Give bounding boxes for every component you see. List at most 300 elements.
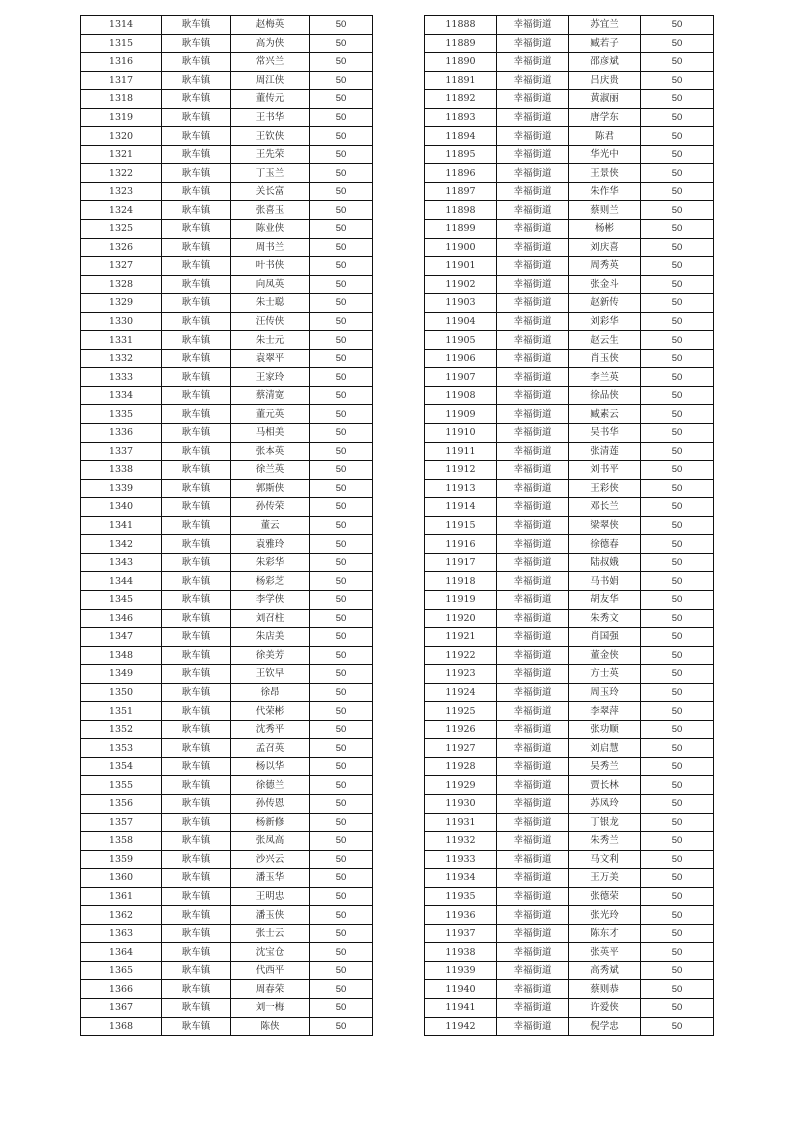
town-cell: 幸福街道 <box>497 998 569 1017</box>
name-cell: 董元英 <box>231 405 310 424</box>
amount-cell: 50 <box>310 71 373 90</box>
amount-cell: 50 <box>310 498 373 517</box>
town-cell: 耿车镇 <box>162 90 231 109</box>
serial-number-cell: 1356 <box>81 794 162 813</box>
town-cell: 幸福街道 <box>497 646 569 665</box>
town-cell: 耿车镇 <box>162 238 231 257</box>
serial-number-cell: 11926 <box>425 720 497 739</box>
name-cell: 张士云 <box>231 924 310 943</box>
serial-number-cell: 11941 <box>425 998 497 1017</box>
amount-cell: 50 <box>310 349 373 368</box>
town-cell: 耿车镇 <box>162 16 231 35</box>
serial-number-cell: 11900 <box>425 238 497 257</box>
table-row <box>81 906 373 925</box>
name-cell: 朱彩华 <box>231 553 310 572</box>
amount-cell: 50 <box>641 386 714 405</box>
town-cell: 耿车镇 <box>162 943 231 962</box>
name-cell: 刘启慧 <box>569 739 641 758</box>
table-row <box>81 980 373 999</box>
town-cell: 幸福街道 <box>497 776 569 795</box>
name-cell: 王书华 <box>231 108 310 127</box>
serial-number-cell: 1333 <box>81 368 162 387</box>
serial-number-cell: 1360 <box>81 869 162 888</box>
amount-cell: 50 <box>641 720 714 739</box>
town-cell: 幸福街道 <box>497 442 569 461</box>
amount-cell: 50 <box>310 479 373 498</box>
name-cell: 贾长林 <box>569 776 641 795</box>
serial-number-cell: 1362 <box>81 906 162 925</box>
table-row <box>425 739 714 758</box>
name-cell: 李兰英 <box>569 368 641 387</box>
table-row <box>81 590 373 609</box>
town-cell: 幸福街道 <box>497 312 569 331</box>
town-cell: 耿车镇 <box>162 739 231 758</box>
town-cell: 幸福街道 <box>497 590 569 609</box>
amount-cell: 50 <box>641 906 714 925</box>
amount-cell: 50 <box>310 275 373 294</box>
serial-number-cell: 1367 <box>81 998 162 1017</box>
name-cell: 王家玲 <box>231 368 310 387</box>
table-row <box>425 553 714 572</box>
serial-number-cell: 11930 <box>425 794 497 813</box>
town-cell: 耿车镇 <box>162 127 231 146</box>
table-row <box>81 702 373 721</box>
serial-number-cell: 11940 <box>425 980 497 999</box>
name-cell: 朱作华 <box>569 182 641 201</box>
table-row <box>81 516 373 535</box>
amount-cell: 50 <box>641 998 714 1017</box>
town-cell: 耿车镇 <box>162 71 231 90</box>
town-cell: 耿车镇 <box>162 609 231 628</box>
amount-cell: 50 <box>641 145 714 164</box>
table-row <box>425 813 714 832</box>
town-cell: 耿车镇 <box>162 572 231 591</box>
name-cell: 代荣彬 <box>231 702 310 721</box>
serial-number-cell: 11914 <box>425 498 497 517</box>
serial-number-cell: 1354 <box>81 757 162 776</box>
name-cell: 马相美 <box>231 424 310 443</box>
serial-number-cell: 11911 <box>425 442 497 461</box>
serial-number-cell: 1358 <box>81 832 162 851</box>
table-row <box>425 424 714 443</box>
table-row <box>81 535 373 554</box>
town-cell: 幸福街道 <box>497 275 569 294</box>
town-cell: 耿车镇 <box>162 961 231 980</box>
town-cell: 耿车镇 <box>162 535 231 554</box>
table-row <box>425 906 714 925</box>
serial-number-cell: 1364 <box>81 943 162 962</box>
amount-cell: 50 <box>641 275 714 294</box>
serial-number-cell: 11928 <box>425 757 497 776</box>
serial-number-cell: 11923 <box>425 665 497 684</box>
serial-number-cell: 11893 <box>425 108 497 127</box>
amount-cell: 50 <box>310 220 373 239</box>
table-row <box>425 349 714 368</box>
serial-number-cell: 11922 <box>425 646 497 665</box>
table-row <box>425 943 714 962</box>
table-row <box>81 961 373 980</box>
name-cell: 王万美 <box>569 869 641 888</box>
name-cell: 马文利 <box>569 850 641 869</box>
town-cell: 幸福街道 <box>497 1017 569 1036</box>
serial-number-cell: 11894 <box>425 127 497 146</box>
amount-cell: 50 <box>310 924 373 943</box>
name-cell: 张喜玉 <box>231 201 310 220</box>
serial-number-cell: 11921 <box>425 628 497 647</box>
table-row <box>425 794 714 813</box>
town-cell: 耿车镇 <box>162 145 231 164</box>
serial-number-cell: 11899 <box>425 220 497 239</box>
amount-cell: 50 <box>641 961 714 980</box>
name-cell: 袁雅玲 <box>231 535 310 554</box>
table-row <box>81 646 373 665</box>
table-row <box>81 832 373 851</box>
table-row <box>425 572 714 591</box>
serial-number-cell: 1341 <box>81 516 162 535</box>
amount-cell: 50 <box>310 312 373 331</box>
amount-cell: 50 <box>310 906 373 925</box>
table-row <box>425 665 714 684</box>
name-cell: 孙传恩 <box>231 794 310 813</box>
town-cell: 耿车镇 <box>162 461 231 480</box>
serial-number-cell: 1338 <box>81 461 162 480</box>
serial-number-cell: 1365 <box>81 961 162 980</box>
amount-cell: 50 <box>310 794 373 813</box>
name-cell: 肖国强 <box>569 628 641 647</box>
name-cell: 刘书平 <box>569 461 641 480</box>
amount-cell: 50 <box>310 368 373 387</box>
amount-cell: 50 <box>310 720 373 739</box>
name-cell: 刘召柱 <box>231 609 310 628</box>
serial-number-cell: 1317 <box>81 71 162 90</box>
table-row <box>425 832 714 851</box>
serial-number-cell: 1331 <box>81 331 162 350</box>
town-cell: 幸福街道 <box>497 665 569 684</box>
table-row <box>81 628 373 647</box>
serial-number-cell: 11907 <box>425 368 497 387</box>
table-row <box>81 479 373 498</box>
serial-number-cell: 11913 <box>425 479 497 498</box>
name-cell: 杨彩芝 <box>231 572 310 591</box>
name-cell: 梁翠侠 <box>569 516 641 535</box>
amount-cell: 50 <box>641 127 714 146</box>
amount-cell: 50 <box>310 572 373 591</box>
serial-number-cell: 11906 <box>425 349 497 368</box>
amount-cell: 50 <box>641 776 714 795</box>
name-cell: 吕庆贵 <box>569 71 641 90</box>
name-cell: 董云 <box>231 516 310 535</box>
table-row <box>425 609 714 628</box>
table-row <box>81 127 373 146</box>
town-cell: 耿车镇 <box>162 850 231 869</box>
amount-cell: 50 <box>641 572 714 591</box>
serial-number-cell: 1353 <box>81 739 162 758</box>
town-cell: 耿车镇 <box>162 702 231 721</box>
name-cell: 苏宜兰 <box>569 16 641 35</box>
serial-number-cell: 1344 <box>81 572 162 591</box>
town-cell: 幸福街道 <box>497 386 569 405</box>
town-cell: 幸福街道 <box>497 757 569 776</box>
serial-number-cell: 1334 <box>81 386 162 405</box>
name-cell: 苏凤玲 <box>569 794 641 813</box>
name-cell: 张光玲 <box>569 906 641 925</box>
amount-cell: 50 <box>310 683 373 702</box>
name-cell: 朱秀文 <box>569 609 641 628</box>
table-row <box>425 201 714 220</box>
name-cell: 刘彩华 <box>569 312 641 331</box>
amount-cell: 50 <box>310 628 373 647</box>
town-cell: 幸福街道 <box>497 924 569 943</box>
name-cell: 陈君 <box>569 127 641 146</box>
serial-number-cell: 11918 <box>425 572 497 591</box>
serial-number-cell: 11915 <box>425 516 497 535</box>
town-cell: 耿车镇 <box>162 53 231 72</box>
town-cell: 幸福街道 <box>497 943 569 962</box>
table-body <box>81 16 373 1036</box>
name-cell: 吴书华 <box>569 424 641 443</box>
serial-number-cell: 1335 <box>81 405 162 424</box>
town-cell: 幸福街道 <box>497 368 569 387</box>
name-cell: 吴秀兰 <box>569 757 641 776</box>
serial-number-cell: 11888 <box>425 16 497 35</box>
amount-cell: 50 <box>641 683 714 702</box>
serial-number-cell: 1340 <box>81 498 162 517</box>
amount-cell: 50 <box>310 182 373 201</box>
town-cell: 耿车镇 <box>162 980 231 999</box>
serial-number-cell: 1361 <box>81 887 162 906</box>
amount-cell: 50 <box>310 869 373 888</box>
name-cell: 关长富 <box>231 182 310 201</box>
table-row <box>425 776 714 795</box>
town-cell: 幸福街道 <box>497 201 569 220</box>
name-cell: 高秀斌 <box>569 961 641 980</box>
town-cell: 耿车镇 <box>162 794 231 813</box>
amount-cell: 50 <box>641 628 714 647</box>
table-row <box>425 71 714 90</box>
name-cell: 叶书侠 <box>231 257 310 276</box>
table-row <box>81 349 373 368</box>
town-cell: 幸福街道 <box>497 702 569 721</box>
amount-cell: 50 <box>310 980 373 999</box>
table-row <box>81 108 373 127</box>
serial-number-cell: 1320 <box>81 127 162 146</box>
table-row <box>81 90 373 109</box>
town-cell: 幸福街道 <box>497 720 569 739</box>
serial-number-cell: 11910 <box>425 424 497 443</box>
serial-number-cell: 1326 <box>81 238 162 257</box>
table-row <box>81 683 373 702</box>
name-cell: 沙兴云 <box>231 850 310 869</box>
serial-number-cell: 11889 <box>425 34 497 53</box>
amount-cell: 50 <box>641 182 714 201</box>
table-row <box>81 887 373 906</box>
town-cell: 耿车镇 <box>162 553 231 572</box>
name-cell: 邵彦斌 <box>569 53 641 72</box>
table-row <box>81 850 373 869</box>
table-row <box>425 998 714 1017</box>
table-row <box>81 238 373 257</box>
town-cell: 耿车镇 <box>162 257 231 276</box>
amount-cell: 50 <box>641 516 714 535</box>
table-row <box>81 720 373 739</box>
roster-table-left <box>80 15 373 1036</box>
amount-cell: 50 <box>641 201 714 220</box>
amount-cell: 50 <box>310 776 373 795</box>
name-cell: 徐品侠 <box>569 386 641 405</box>
name-cell: 孟召英 <box>231 739 310 758</box>
name-cell: 许爱侠 <box>569 998 641 1017</box>
amount-cell: 50 <box>310 850 373 869</box>
amount-cell: 50 <box>641 442 714 461</box>
serial-number-cell: 1318 <box>81 90 162 109</box>
town-cell: 幸福街道 <box>497 516 569 535</box>
name-cell: 丁玉兰 <box>231 164 310 183</box>
amount-cell: 50 <box>641 479 714 498</box>
town-cell: 幸福街道 <box>497 405 569 424</box>
name-cell: 张凤高 <box>231 832 310 851</box>
name-cell: 蔡则兰 <box>569 201 641 220</box>
amount-cell: 50 <box>641 405 714 424</box>
name-cell: 王钦早 <box>231 665 310 684</box>
town-cell: 幸福街道 <box>497 424 569 443</box>
name-cell: 王先荣 <box>231 145 310 164</box>
amount-cell: 50 <box>310 832 373 851</box>
name-cell: 王彩侠 <box>569 479 641 498</box>
serial-number-cell: 1345 <box>81 590 162 609</box>
table-row <box>81 16 373 35</box>
town-cell: 耿车镇 <box>162 1017 231 1036</box>
table-row <box>425 1017 714 1036</box>
town-cell: 耿车镇 <box>162 924 231 943</box>
table-row <box>81 312 373 331</box>
town-cell: 幸福街道 <box>497 628 569 647</box>
name-cell: 杨以华 <box>231 757 310 776</box>
serial-number-cell: 1359 <box>81 850 162 869</box>
serial-number-cell: 1330 <box>81 312 162 331</box>
table-row <box>81 220 373 239</box>
amount-cell: 50 <box>310 813 373 832</box>
name-cell: 沈秀平 <box>231 720 310 739</box>
serial-number-cell: 11924 <box>425 683 497 702</box>
serial-number-cell: 11936 <box>425 906 497 925</box>
town-cell: 耿车镇 <box>162 294 231 313</box>
table-row <box>425 16 714 35</box>
serial-number-cell: 1351 <box>81 702 162 721</box>
name-cell: 陈侠 <box>231 1017 310 1036</box>
amount-cell: 50 <box>310 257 373 276</box>
table-row <box>425 628 714 647</box>
name-cell: 蔡则恭 <box>569 980 641 999</box>
serial-number-cell: 11892 <box>425 90 497 109</box>
name-cell: 常兴兰 <box>231 53 310 72</box>
name-cell: 周春荣 <box>231 980 310 999</box>
amount-cell: 50 <box>310 943 373 962</box>
town-cell: 幸福街道 <box>497 145 569 164</box>
amount-cell: 50 <box>641 924 714 943</box>
serial-number-cell: 11939 <box>425 961 497 980</box>
amount-cell: 50 <box>310 424 373 443</box>
name-cell: 孙传荣 <box>231 498 310 517</box>
town-cell: 幸福街道 <box>497 887 569 906</box>
amount-cell: 50 <box>310 405 373 424</box>
table-body <box>425 16 714 1036</box>
serial-number-cell: 11929 <box>425 776 497 795</box>
table-row <box>81 794 373 813</box>
amount-cell: 50 <box>310 757 373 776</box>
amount-cell: 50 <box>310 646 373 665</box>
name-cell: 胡友华 <box>569 590 641 609</box>
town-cell: 耿车镇 <box>162 646 231 665</box>
serial-number-cell: 11925 <box>425 702 497 721</box>
name-cell: 马书娟 <box>569 572 641 591</box>
town-cell: 耿车镇 <box>162 182 231 201</box>
table-row <box>425 924 714 943</box>
table-row <box>81 943 373 962</box>
name-cell: 张功顺 <box>569 720 641 739</box>
amount-cell: 50 <box>310 535 373 554</box>
name-cell: 丁银龙 <box>569 813 641 832</box>
table-row <box>425 312 714 331</box>
serial-number-cell: 1355 <box>81 776 162 795</box>
town-cell: 幸福街道 <box>497 34 569 53</box>
serial-number-cell: 11891 <box>425 71 497 90</box>
serial-number-cell: 1332 <box>81 349 162 368</box>
table-row <box>81 869 373 888</box>
town-cell: 耿车镇 <box>162 720 231 739</box>
table-row <box>81 757 373 776</box>
serial-number-cell: 11919 <box>425 590 497 609</box>
town-cell: 耿车镇 <box>162 776 231 795</box>
name-cell: 邓长兰 <box>569 498 641 517</box>
town-cell: 幸福街道 <box>497 294 569 313</box>
table-row <box>425 108 714 127</box>
name-cell: 高为侠 <box>231 34 310 53</box>
table-row <box>81 424 373 443</box>
amount-cell: 50 <box>310 294 373 313</box>
town-cell: 耿车镇 <box>162 368 231 387</box>
town-cell: 耿车镇 <box>162 516 231 535</box>
amount-cell: 50 <box>310 108 373 127</box>
serial-number-cell: 1337 <box>81 442 162 461</box>
amount-cell: 50 <box>310 90 373 109</box>
serial-number-cell: 11909 <box>425 405 497 424</box>
amount-cell: 50 <box>641 331 714 350</box>
name-cell: 蔡清宽 <box>231 386 310 405</box>
amount-cell: 50 <box>310 53 373 72</box>
serial-number-cell: 1315 <box>81 34 162 53</box>
name-cell: 张德荣 <box>569 887 641 906</box>
table-row <box>81 275 373 294</box>
serial-number-cell: 1349 <box>81 665 162 684</box>
table-row <box>425 869 714 888</box>
serial-number-cell: 1357 <box>81 813 162 832</box>
amount-cell: 50 <box>310 386 373 405</box>
town-cell: 幸福街道 <box>497 980 569 999</box>
serial-number-cell: 1348 <box>81 646 162 665</box>
name-cell: 赵新传 <box>569 294 641 313</box>
name-cell: 赵云生 <box>569 331 641 350</box>
name-cell: 周江侠 <box>231 71 310 90</box>
table-row <box>81 998 373 1017</box>
name-cell: 李翠萍 <box>569 702 641 721</box>
table-row <box>425 646 714 665</box>
table-row <box>425 257 714 276</box>
town-cell: 耿车镇 <box>162 813 231 832</box>
amount-cell: 50 <box>310 145 373 164</box>
name-cell: 王景侠 <box>569 164 641 183</box>
table-row <box>81 331 373 350</box>
serial-number-cell: 11932 <box>425 832 497 851</box>
